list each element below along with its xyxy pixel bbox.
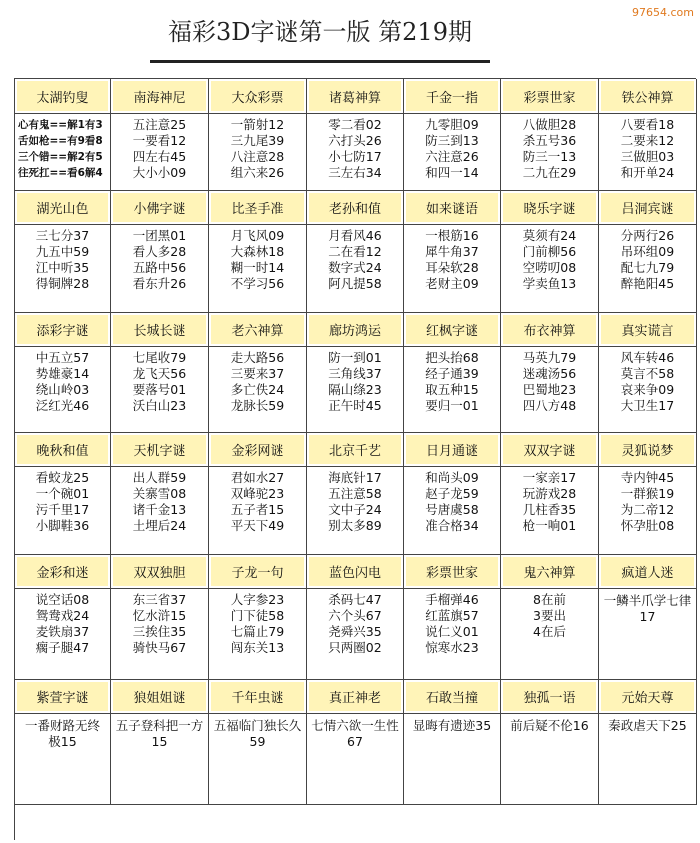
riddle-line: 四左右45 [132,149,187,164]
column-header: 彩票世家 [501,79,599,114]
riddle-line: 龙脉长59 [230,398,285,413]
riddle-line: 三角线37 [328,366,382,381]
riddle-list [209,347,307,433]
column-header: 晓乐字谜 [501,191,599,225]
riddle-line: 看人多28 [132,244,187,259]
riddle-list [111,225,209,313]
riddle-list [404,467,501,555]
riddle-line: 防一到01 [328,350,382,365]
riddle-line: 一番财路无终极15 [24,718,100,749]
riddle-list [404,347,501,433]
riddle-line: 杀码七47 [328,592,382,607]
riddle-line: 三七分37 [35,228,90,243]
riddle-line: 三九尾39 [230,133,285,148]
riddle-list [111,114,209,191]
riddle-line: 看东升26 [132,276,187,291]
riddle-line: 显晦有遗迹35 [412,718,492,733]
column-header: 双双独胆 [111,555,209,589]
riddle-line: 要归一01 [425,398,479,413]
riddle-line: 人字参23 [230,592,285,607]
riddle-line: 迷魂汤56 [522,366,577,381]
riddle-line: 配七九79 [620,260,675,275]
riddle-line: 五路中56 [132,260,187,275]
riddle-line: 绕山岭03 [35,382,90,397]
riddle-line: 老财主09 [425,276,479,291]
riddle-line: 六个头67 [328,608,382,623]
riddle-line: 正午时45 [328,398,382,413]
riddle-line: 沃白山23 [132,398,187,413]
column-header: 布衣神算 [501,313,599,347]
column-header: 添彩字谜 [15,313,111,347]
riddle-line: 八要看18 [620,117,675,132]
column-header: 双双字谜 [501,433,599,467]
riddle-line: 门下徒58 [230,608,285,623]
riddle-line: 四八方48 [522,398,577,413]
riddle-line: 二在看12 [328,244,382,259]
riddle-line: 莫言不58 [620,366,675,381]
riddle-line: 瘸子腿47 [35,640,90,655]
riddle-list [501,589,599,680]
riddle-line: 寺内钟45 [620,470,675,485]
riddle-list [15,347,111,433]
riddle-list [404,225,501,313]
riddle-line: 门前柳56 [522,244,577,259]
riddle-line: 三做胆03 [620,149,675,164]
riddle-list [209,225,307,313]
riddle-list [111,589,209,680]
riddle-line: 耳朵软28 [425,260,479,275]
column-header: 南海神尼 [111,79,209,114]
riddle-line: 六打头26 [328,133,382,148]
riddle-list [209,714,307,805]
riddle-line: 杀五号36 [522,133,577,148]
riddle-line: 大森林18 [230,244,285,259]
riddle-line: 双峰驼23 [230,486,285,501]
column-header: 吕洞宾谜 [599,191,697,225]
riddle-line: 和尚头09 [425,470,479,485]
riddle-list [307,114,404,191]
riddle-line: 三个错==解2有5 [18,151,103,163]
riddle-line: 关寨雪08 [132,486,187,501]
riddle-line: 学卖鱼13 [522,276,577,291]
riddle-list [501,714,599,805]
column-header: 疯道人迷 [599,555,697,589]
riddle-list [111,467,209,555]
riddle-list [501,467,599,555]
riddle-line: 月看风46 [328,228,382,243]
riddle-line: 诸千金13 [132,502,187,517]
column-header: 真实谎言 [599,313,697,347]
riddle-line: 零二看02 [328,117,382,132]
column-header: 比圣手准 [209,191,307,225]
column-header: 廊坊鸿运 [307,313,404,347]
riddle-line: 一群猴19 [620,486,675,501]
riddle-line: 七情六欲一生性67 [311,718,399,749]
riddle-line: 大小小09 [132,165,187,180]
riddle-line: 糊一时14 [230,260,285,275]
riddle-line: 阿凡提58 [328,276,382,291]
riddle-line: 风车转46 [620,350,675,365]
riddle-line: 海底针17 [328,470,382,485]
riddle-line: 得铜牌28 [35,276,90,291]
riddle-line: 前后疑不伦16 [510,718,589,733]
riddle-line: 枪一响01 [522,518,577,533]
riddle-list [599,467,697,555]
column-header: 大众彩票 [209,79,307,114]
riddle-line: 莫须有24 [522,228,577,243]
riddle-line: 月飞风09 [230,228,285,243]
column-header: 千金一指 [404,79,501,114]
column-header: 真正神老 [307,680,404,714]
riddle-list [501,114,599,191]
riddle-list [209,114,307,191]
column-header: 晚秋和值 [15,433,111,467]
riddle-line: 舌如枪==有9看8 [18,135,103,147]
column-header: 石敢当撞 [404,680,501,714]
riddle-line: 二要来12 [620,133,675,148]
riddle-line: 几柱香35 [522,502,577,517]
riddle-list [15,114,111,191]
riddle-line: 平天下49 [230,518,285,533]
riddle-list [307,467,404,555]
riddle-line: 哀来争09 [620,382,675,397]
column-header: 太湖钓叟 [15,79,111,114]
riddle-list [209,589,307,680]
riddle-list [307,714,404,805]
riddle-line: 不学习56 [230,276,285,291]
riddle-line: 一鳞半爪学七律17 [603,593,692,624]
riddle-line: 江中听35 [35,260,90,275]
riddle-line: 三挨住35 [132,624,187,639]
riddle-line: 取五种15 [425,382,479,397]
column-header: 蓝色闪电 [307,555,404,589]
riddle-line: 八注意28 [230,149,285,164]
riddle-line: 小七防17 [328,149,382,164]
riddle-list [209,467,307,555]
riddle-list [404,714,501,805]
column-header: 北京千艺 [307,433,404,467]
column-header: 金彩和迷 [15,555,111,589]
riddle-list [599,347,697,433]
column-header: 老孙和值 [307,191,404,225]
riddle-line: 要落号01 [132,382,187,397]
column-header: 金彩网谜 [209,433,307,467]
riddle-line: 九五中59 [35,244,90,259]
riddle-line: 泛红光46 [35,398,90,413]
riddle-line: 把头抬68 [425,350,479,365]
riddle-line: 吊环组09 [620,244,675,259]
column-header: 长城长谜 [111,313,209,347]
riddle-line: 多亡佚24 [230,382,285,397]
riddle-line: 赵子龙59 [425,486,479,501]
riddle-line: 手榴弹46 [425,592,479,607]
column-header: 老六神算 [209,313,307,347]
riddle-list [404,114,501,191]
riddle-line: 犀牛角37 [425,244,479,259]
column-header: 诸葛神算 [307,79,404,114]
riddle-list [599,225,697,313]
column-header: 日月通谜 [404,433,501,467]
riddle-list [307,589,404,680]
riddle-line: 一要看12 [132,133,187,148]
riddle-grid [14,78,696,840]
riddle-line: 秦政虐天下25 [608,718,687,733]
riddle-line: 组六来26 [230,165,285,180]
column-header: 子龙一句 [209,555,307,589]
riddle-line: 五子者15 [230,502,285,517]
riddle-line: 说仁义01 [425,624,479,639]
riddle-list [111,714,209,805]
riddle-line: 一团黑01 [132,228,187,243]
riddle-line: 玩游戏28 [522,486,577,501]
riddle-line: 龙飞天56 [132,366,187,381]
riddle-line: 闯东关13 [230,640,285,655]
riddle-line: 和开单24 [620,165,675,180]
riddle-list [15,225,111,313]
riddle-line: 小脚鞋36 [35,518,90,533]
column-header: 天机字谜 [111,433,209,467]
riddle-line: 往死扛==看6解4 [18,167,103,179]
riddle-line: 一箭射12 [230,117,285,132]
riddle-line: 八做胆28 [522,117,577,132]
riddle-line: 数字式24 [328,260,382,275]
riddle-line: 3要出 [533,608,566,623]
riddle-line: 五注意25 [132,117,187,132]
riddle-line: 8在前 [533,592,566,607]
riddle-line: 防三一13 [522,149,577,164]
riddle-line: 一根筋16 [425,228,479,243]
riddle-list [15,467,111,555]
riddle-line: 走大路56 [230,350,285,365]
column-header: 灵狐说梦 [599,433,697,467]
riddle-line: 文中子24 [328,502,382,517]
riddle-line: 忆水浒15 [132,608,187,623]
riddle-line: 醉艳阳45 [620,276,675,291]
riddle-line: 五注意58 [328,486,382,501]
riddle-line: 4在后 [533,624,566,639]
column-header: 铁公神算 [599,79,697,114]
riddle-line: 三要来37 [230,366,285,381]
column-header: 如来谜语 [404,191,501,225]
riddle-list [501,225,599,313]
column-header: 狼姐姐谜 [111,680,209,714]
riddle-line: 势雄豪14 [35,366,90,381]
riddle-line: 看蛟龙25 [35,470,90,485]
riddle-line: 鸳鸯戏24 [35,608,90,623]
riddle-line: 尧舜兴35 [328,624,382,639]
riddle-line: 五福临门独长久59 [213,718,302,749]
riddle-line: 三左右34 [328,165,382,180]
riddle-list [501,347,599,433]
column-header: 独孤一语 [501,680,599,714]
riddle-line: 七尾收79 [132,350,187,365]
riddle-line: 一家亲17 [522,470,577,485]
riddle-line: 分两行26 [620,228,675,243]
riddle-line: 号唐虞58 [425,502,479,517]
column-header: 湖光山色 [15,191,111,225]
riddle-line: 经子通39 [425,366,479,381]
column-header: 鬼六神算 [501,555,599,589]
riddle-line: 防三到13 [425,133,479,148]
riddle-line: 土埋后24 [132,518,187,533]
riddle-line: 准合格34 [425,518,479,533]
riddle-line: 为二帝12 [620,502,675,517]
riddle-line: 麦铁扇37 [35,624,90,639]
riddle-line: 和四一14 [425,165,479,180]
riddle-line: 马英九79 [522,350,577,365]
riddle-line: 骑快马67 [132,640,187,655]
column-header: 紫萱字谜 [15,680,111,714]
riddle-line: 五子登科把一方15 [115,718,204,749]
riddle-list [15,589,111,680]
riddle-line: 说空话08 [35,592,90,607]
column-header: 千年虫谜 [209,680,307,714]
riddle-line: 出人群59 [132,470,187,485]
riddle-line: 别太多89 [328,518,382,533]
riddle-line: 巴蜀地23 [522,382,577,397]
riddle-line: 红蓝旗57 [425,608,479,623]
riddle-list [307,225,404,313]
riddle-list [599,114,697,191]
riddle-list [111,347,209,433]
page-title: 福彩3D字谜第一版 第219期 [150,0,490,63]
riddle-line: 二九在29 [522,165,577,180]
riddle-line: 怀孕肚08 [620,518,675,533]
column-header: 红枫字谜 [404,313,501,347]
riddle-line: 心有鬼==解1有3 [18,119,103,131]
riddle-line: 隔山绦23 [328,382,382,397]
riddle-line: 九零胆09 [425,117,479,132]
riddle-list [599,714,697,805]
riddle-list [15,714,111,805]
riddle-line: 七篇止79 [230,624,285,639]
riddle-line: 只两圈02 [328,640,382,655]
riddle-line: 六注意26 [425,149,479,164]
riddle-line: 污千里17 [35,502,90,517]
riddle-line: 大卫生17 [620,398,675,413]
column-header: 小佛字谜 [111,191,209,225]
column-header: 彩票世家 [404,555,501,589]
riddle-list [307,347,404,433]
riddle-line: 空唠叨08 [522,260,577,275]
riddle-list [404,589,501,680]
watermark-site: 97654.com [632,6,694,19]
column-header: 元始天尊 [599,680,697,714]
riddle-line: 中五立57 [35,350,90,365]
riddle-list [599,589,697,680]
riddle-line: 一个碗01 [35,486,90,501]
riddle-line: 东三省37 [132,592,187,607]
riddle-line: 君如水27 [230,470,285,485]
riddle-line: 惊寒水23 [425,640,479,655]
